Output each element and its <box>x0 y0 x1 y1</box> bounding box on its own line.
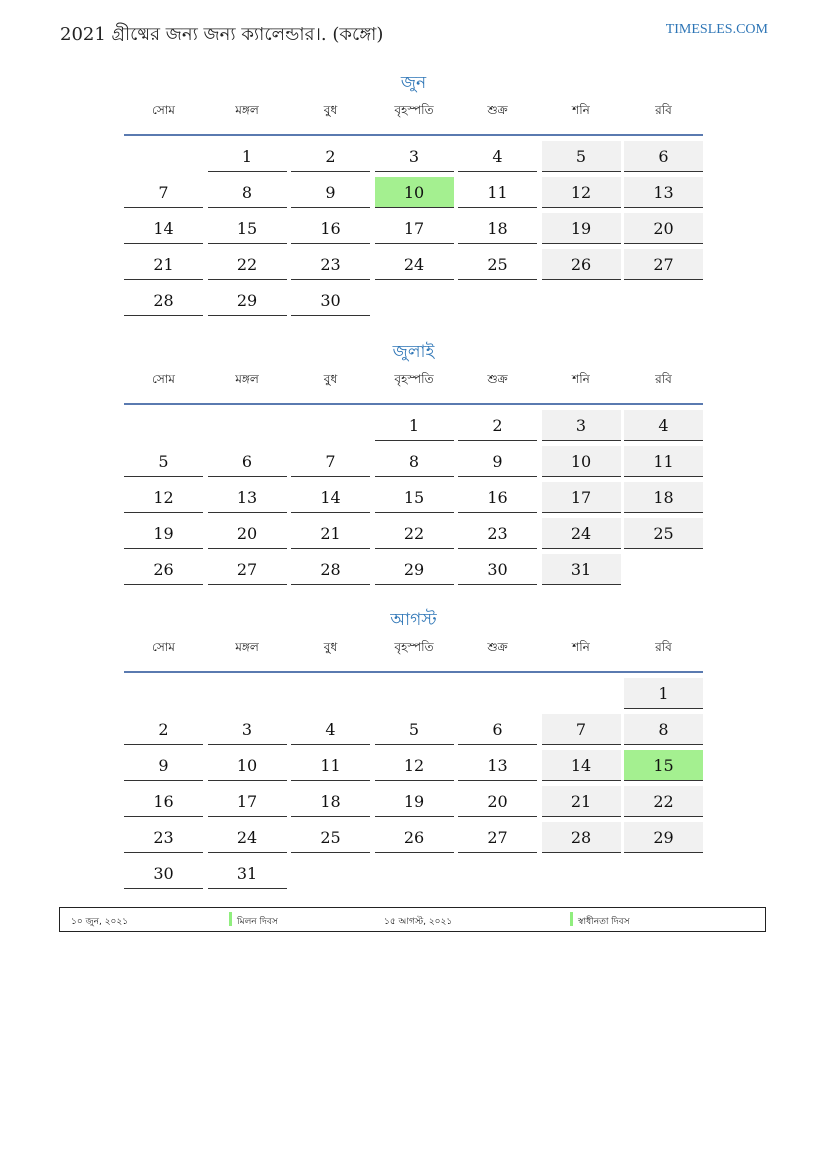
day-cell: 9 <box>291 177 370 208</box>
day-cell: 17 <box>542 482 621 513</box>
weekday-label: সোম <box>152 372 175 386</box>
month-august <box>124 605 703 883</box>
day-cell: 7 <box>291 446 370 477</box>
day-cell: 22 <box>208 249 287 280</box>
weekday-label: মঙ্গল <box>235 372 259 386</box>
weekday-label: বুধ <box>323 640 338 654</box>
day-cell: 30 <box>124 858 203 889</box>
weekday-label: শনি <box>572 640 590 654</box>
day-cell: 4 <box>291 714 370 745</box>
day-cell: 25 <box>458 249 537 280</box>
day-cell: 19 <box>542 213 621 244</box>
day-cell: 13 <box>208 482 287 513</box>
day-cell: 23 <box>124 822 203 853</box>
day-cell: 16 <box>124 786 203 817</box>
day-cell: 27 <box>208 554 287 585</box>
day-cell: 16 <box>458 482 537 513</box>
legend-label: মিলন দিবস <box>237 917 278 927</box>
day-cell: 9 <box>458 446 537 477</box>
day-cell: 15 <box>208 213 287 244</box>
weekday-label: শুক্র <box>487 640 508 654</box>
day-cell: 26 <box>124 554 203 585</box>
day-cell: 11 <box>291 750 370 781</box>
holiday-day-cell: 10 <box>375 177 454 208</box>
weekday-label: রবি <box>655 103 672 117</box>
month-title: জুন <box>400 73 427 93</box>
day-cell: 6 <box>624 141 703 172</box>
day-cell: 6 <box>458 714 537 745</box>
day-cell: 20 <box>624 213 703 244</box>
day-cell: 1 <box>208 141 287 172</box>
day-cell: 10 <box>208 750 287 781</box>
day-cell: 22 <box>375 518 454 549</box>
day-cell: 25 <box>624 518 703 549</box>
legend-color-swatch <box>570 912 573 926</box>
day-cell: 5 <box>542 141 621 172</box>
day-cell: 11 <box>624 446 703 477</box>
day-cell: 20 <box>458 786 537 817</box>
day-cell: 4 <box>458 141 537 172</box>
weekday-label: শুক্র <box>487 103 508 117</box>
day-cell: 20 <box>208 518 287 549</box>
day-cell: 12 <box>124 482 203 513</box>
weekday-label: মঙ্গল <box>235 640 259 654</box>
day-cell: 13 <box>458 750 537 781</box>
day-cell: 8 <box>624 714 703 745</box>
day-cell: 29 <box>375 554 454 585</box>
weekday-label: বৃহস্পতি <box>394 103 434 117</box>
day-cell: 16 <box>291 213 370 244</box>
weekday-header <box>124 635 703 673</box>
weekday-label: শনি <box>572 372 590 386</box>
day-cell: 1 <box>624 678 703 709</box>
day-cell: 23 <box>291 249 370 280</box>
weekday-label: রবি <box>655 372 672 386</box>
day-cell: 5 <box>124 446 203 477</box>
day-cell: 6 <box>208 446 287 477</box>
day-cell: 30 <box>291 285 370 316</box>
day-cell: 10 <box>542 446 621 477</box>
day-cell: 26 <box>375 822 454 853</box>
day-cell: 2 <box>291 141 370 172</box>
day-cell: 18 <box>624 482 703 513</box>
legend-date: ১৫ আগস্ট, ২০২১ <box>384 917 453 927</box>
day-cell: 2 <box>124 714 203 745</box>
day-cell: 24 <box>375 249 454 280</box>
day-cell: 11 <box>458 177 537 208</box>
day-cell: 13 <box>624 177 703 208</box>
day-cell: 18 <box>458 213 537 244</box>
day-cell: 27 <box>458 822 537 853</box>
day-cell: 21 <box>291 518 370 549</box>
day-cell: 23 <box>458 518 537 549</box>
day-cell: 8 <box>208 177 287 208</box>
holiday-legend <box>59 907 766 932</box>
weekday-label: সোম <box>152 103 175 117</box>
day-cell: 9 <box>124 750 203 781</box>
page-header <box>60 18 768 46</box>
day-cell: 19 <box>375 786 454 817</box>
day-cell: 14 <box>124 213 203 244</box>
day-cell: 8 <box>375 446 454 477</box>
day-cell: 30 <box>458 554 537 585</box>
weekday-label: বৃহস্পতি <box>394 372 434 386</box>
weekday-header <box>124 367 703 405</box>
day-cell: 17 <box>208 786 287 817</box>
day-cell: 27 <box>624 249 703 280</box>
weekday-label: বুধ <box>323 372 338 386</box>
day-cell: 28 <box>542 822 621 853</box>
day-cell: 19 <box>124 518 203 549</box>
day-cell: 29 <box>624 822 703 853</box>
day-cell: 24 <box>208 822 287 853</box>
day-cell: 7 <box>124 177 203 208</box>
day-cell: 31 <box>542 554 621 585</box>
day-cell: 3 <box>542 410 621 441</box>
month-july <box>124 337 703 579</box>
day-cell: 1 <box>375 410 454 441</box>
day-cell: 2 <box>458 410 537 441</box>
weekday-label: শুক্র <box>487 372 508 386</box>
month-title: আগস্ট <box>390 610 437 630</box>
legend-color-swatch <box>229 912 232 926</box>
weekday-label: বৃহস্পতি <box>394 640 434 654</box>
month-title: জুলাই <box>392 342 435 362</box>
day-cell: 28 <box>124 285 203 316</box>
month-june <box>124 68 703 310</box>
day-cell: 22 <box>624 786 703 817</box>
site-link[interactable]: TIMESLES.COM <box>665 22 768 37</box>
weekday-label: বুধ <box>323 103 338 117</box>
day-cell: 12 <box>375 750 454 781</box>
day-cell: 14 <box>291 482 370 513</box>
day-cell: 17 <box>375 213 454 244</box>
day-cell: 31 <box>208 858 287 889</box>
weekday-label: শনি <box>572 103 590 117</box>
weekday-label: সোম <box>152 640 175 654</box>
day-cell: 25 <box>291 822 370 853</box>
day-cell: 7 <box>542 714 621 745</box>
holiday-day-cell: 15 <box>624 750 703 781</box>
day-cell: 28 <box>291 554 370 585</box>
legend-date: ১০ জুন, ২০২১ <box>71 917 129 927</box>
page-title: 2021 গ্রীষ্মের জন্য জন্য ক্যালেন্ডার।. (কঙ্গো) <box>60 24 384 45</box>
day-cell: 3 <box>208 714 287 745</box>
day-cell: 21 <box>542 786 621 817</box>
weekday-label: রবি <box>655 640 672 654</box>
weekday-label: মঙ্গল <box>235 103 259 117</box>
day-cell: 14 <box>542 750 621 781</box>
day-cell: 5 <box>375 714 454 745</box>
day-cell: 4 <box>624 410 703 441</box>
day-cell: 18 <box>291 786 370 817</box>
weekday-header <box>124 98 703 136</box>
day-cell: 29 <box>208 285 287 316</box>
day-cell: 3 <box>375 141 454 172</box>
legend-label: স্বাধীনতা দিবস <box>578 917 630 927</box>
day-cell: 26 <box>542 249 621 280</box>
day-cell: 12 <box>542 177 621 208</box>
day-cell: 24 <box>542 518 621 549</box>
day-cell: 21 <box>124 249 203 280</box>
day-cell: 15 <box>375 482 454 513</box>
